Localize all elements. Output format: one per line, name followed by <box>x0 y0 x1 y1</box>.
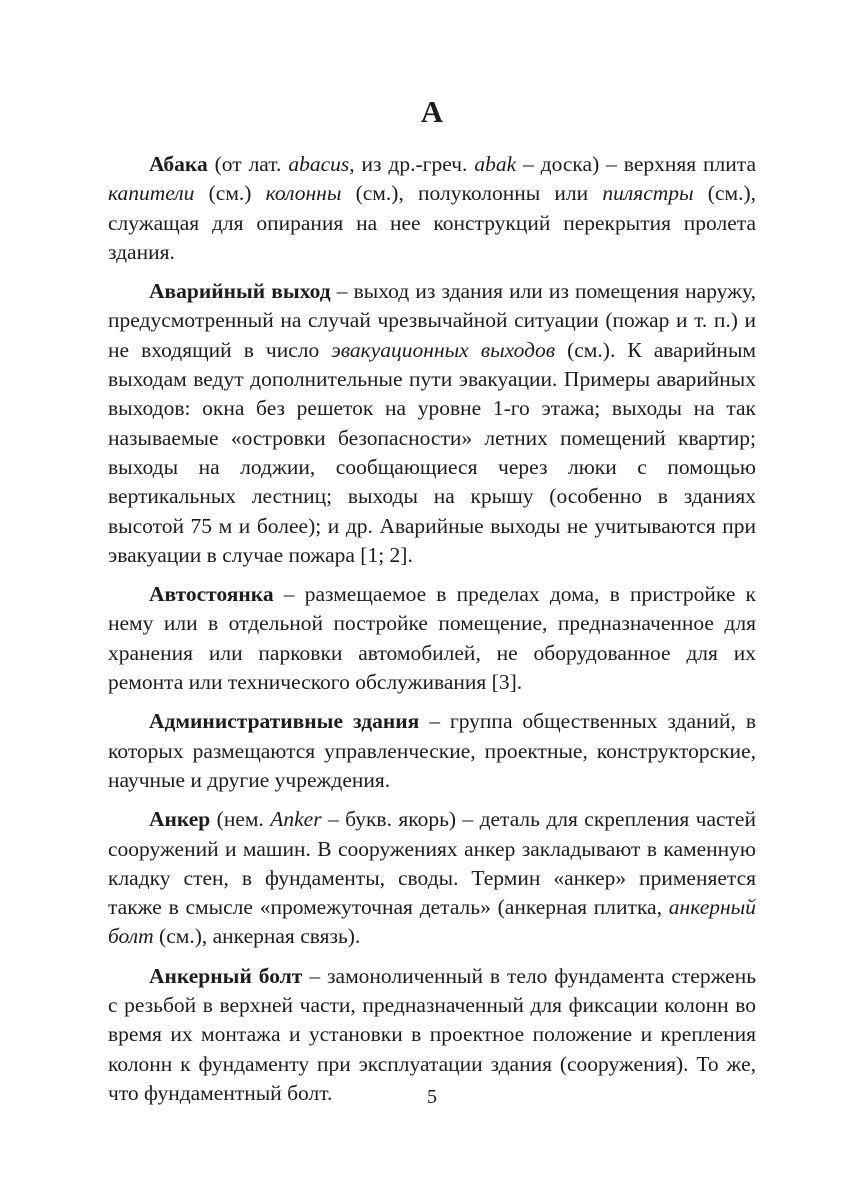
section-letter-heading: А <box>420 94 444 129</box>
definition-text: (см.), анкерная связь). <box>153 924 361 949</box>
definition-text: , из др.-греч. <box>349 152 475 176</box>
entry-term: Автостоянка <box>149 582 274 607</box>
definition-text: (см.). К аварийным выходам ведут дополнительные пути эвакуации. Примеры аварийных выходов: окна без решеток на уровне 1-го этажа; выходы на так называемые «островки безопасности» летних помещений квартир; выходы на лоджии, сообщающиеся через люки с помощью вертикальных лестниц; выходы на крышу (особенно в зданиях высотой 75 м и более); и др. Аварийные выходы не учитываются при эвакуации в случае пожара [1; 2]. <box>108 337 756 567</box>
glossary-entry <box>108 150 756 267</box>
cross-reference-text: колонны <box>265 181 342 206</box>
cross-reference-text: пилястры <box>602 181 694 206</box>
definition-text: – доска) – верхняя плита <box>516 152 756 176</box>
glossary-entry <box>108 805 756 951</box>
entry-term: Анкер <box>149 807 211 832</box>
definition-text: (см.), полуколонны или <box>341 181 603 206</box>
glossary-entries <box>108 150 756 1118</box>
cross-reference-text: abacus <box>288 152 350 176</box>
entry-term: Абака <box>149 152 208 176</box>
entry-term: Аварийный выход <box>149 279 331 304</box>
definition-text: (от лат. <box>207 152 289 176</box>
cross-reference-text: анкерный болт <box>108 895 756 949</box>
page-number: 5 <box>427 1086 437 1108</box>
glossary-entry <box>108 707 756 795</box>
definition-text: – выход из здания или из помещения наружу, предусмотренный на случай чрезвычайной ситуации (пожар и т. п.) и не входящий в число <box>108 279 756 362</box>
cross-reference-text: Anker <box>270 807 322 832</box>
entry-term: Анкерный болт <box>149 963 303 988</box>
entry-term: Административные здания <box>149 709 420 734</box>
cross-reference-text: эвакуационных выходов <box>331 337 556 362</box>
cross-reference-text: капители <box>108 181 195 206</box>
definition-text: – замоноличенный в тело фундамента стержень с резьбой в верхней части, предназначенный для фиксации колонн во время их монтажа и установки в проектное положение и крепления колонн к фундаменту при эксплуатации здания (сооружения). То же, что фундаментный болт. <box>108 963 756 1105</box>
definition-text: (нем. <box>210 807 271 832</box>
book-page <box>108 0 756 1182</box>
cross-reference-text: abak <box>474 152 517 176</box>
definition-text: (см.) <box>194 181 266 206</box>
glossary-entry <box>108 277 756 570</box>
definition-text: – группа общественных зданий, в которых размещаются управленческие, проектные, конструкторские, научные и другие учреждения. <box>108 709 756 792</box>
definition-text: – букв. якорь) – деталь для скрепления частей сооружений и машин. В сооружениях анкер закладывают в каменную кладку стен, в фундаменты, своды. Термин «анкер» применяется также в смысле «промежуточная деталь» (анкерная плитка, <box>108 807 756 920</box>
definition-text: (см.), служащая для опирания на нее конструкций перекрытия пролета здания. <box>108 181 757 264</box>
definition-text: – размещаемое в пределах дома, в пристройке к нему или в отдельной постройке помещение, предназначенное для хранения или парковки автомобилей, не оборудованное для их ремонта или технического обслуживания [3]. <box>108 582 756 695</box>
glossary-entry <box>108 580 756 697</box>
